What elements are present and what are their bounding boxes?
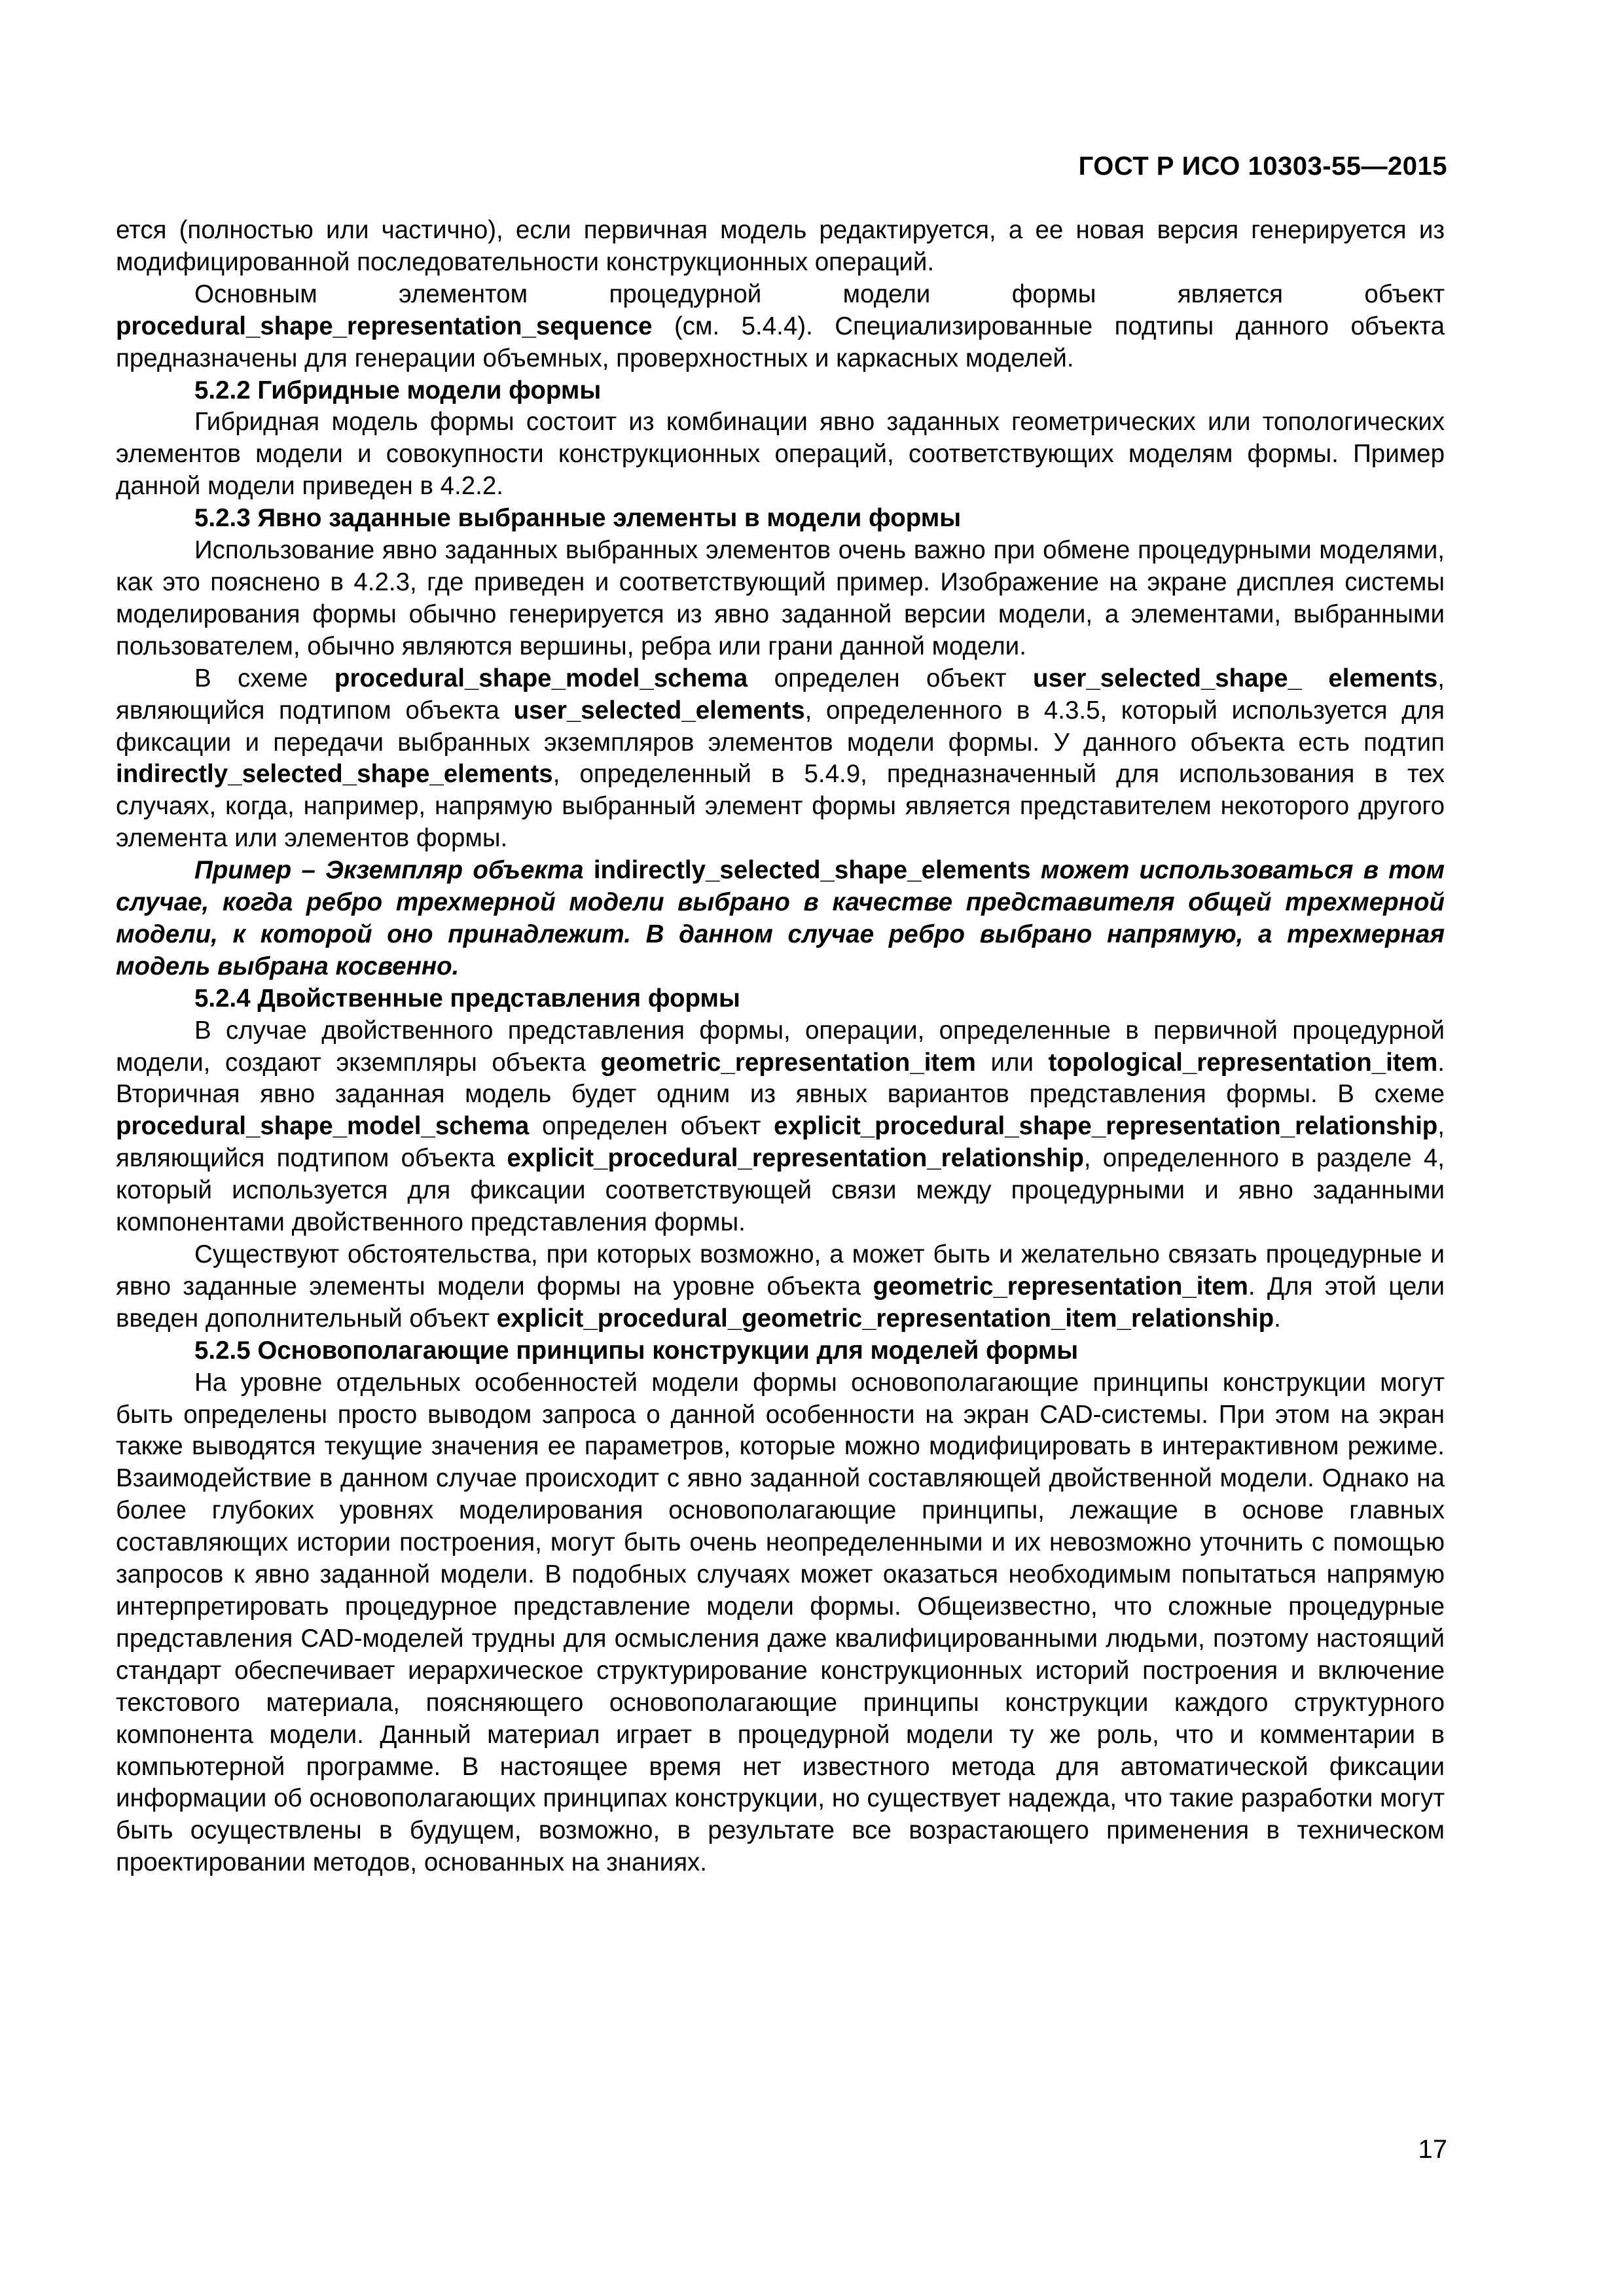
text-run: В случае двойственного представления формы, операции, определенные в первичной процедурной модели, создают экземпляры объекта: [116, 1016, 1445, 1077]
text-run: или: [975, 1048, 1049, 1077]
section-heading-5-2-2: 5.2.2 Гибридные модели формы: [194, 376, 602, 404]
page-number: 17: [1418, 2135, 1447, 2164]
text-run: , определенного в 4.3.5, который используется для фиксации и передачи выбранных экземпляров элементов модели формы. У данного объекта есть подтип: [116, 696, 1445, 757]
text-run: Пример – Экземпляр объекта: [194, 856, 594, 885]
text-run: . Для этой цели введен дополнительный объект: [116, 1272, 1445, 1333]
section-heading-5-2-4: 5.2.4 Двойственные представления формы: [194, 984, 740, 1013]
paragraph-design-rationale: [116, 1367, 1445, 1880]
text-run: , определенный в 5.4.9, предназначенный для использования в тех случаях, когда, например, напрямую выбранный элемент формы является представителем некоторого другого элемента или элементов формы.: [116, 760, 1445, 853]
text-run: Существуют обстоятельства, при которых возможно, а может быть и желательно связать процедурные и явно заданные элементы модели формы на уровне объекта: [116, 1240, 1445, 1300]
example-paragraph: [116, 855, 1445, 983]
entity-name: procedural_shape_model_schema: [334, 664, 748, 692]
section-heading-5-2-3: 5.2.3 Явно заданные выбранные элементы в модели формы: [194, 504, 962, 533]
text-run: . Вторичная явно заданная модель будет одним из явных вариантов представления формы. В схеме: [116, 1048, 1445, 1109]
entity-name: explicit_procedural_representation_relationship: [507, 1144, 1084, 1173]
text-run: В схеме: [194, 664, 334, 692]
text-run: .: [1274, 1304, 1281, 1333]
paragraph-dual-representation: [116, 1015, 1445, 1239]
text-run: (см. 5.4.4). Специализированные подтипы данного объекта предназначены для генерации объемных, проверхностных и каркасных моделей.: [116, 312, 1445, 372]
document-body: [116, 215, 1445, 1879]
paragraph-text: Гибридная модель формы состоит из комбинации явно заданных геометрических или топологических элементов модели и совокупности конструкционных операций, соответствующих моделям формы. Пример данной модели приведен в 4.2.2.: [116, 408, 1445, 501]
document-header-code: ГОСТ Р ИСО 10303-55—2015: [1078, 152, 1447, 181]
paragraph-hybrid-models: [116, 406, 1445, 503]
entity-name: user_selected_shape_ elements: [1033, 664, 1438, 692]
paragraph-dual-geometric-link: [116, 1239, 1445, 1335]
text-run: , являющийся подтипом объекта: [116, 664, 1445, 725]
entity-name: explicit_procedural_geometric_representation_item_relationship: [496, 1304, 1274, 1333]
paragraph-text: Использование явно заданных выбранных элементов очень важно при обмене процедурными моделями, как это пояснено в 4.2.3, где приведен и соответствующий пример. Изображение на экране дисплея системы моделирования формы обычно генерируется из явно заданной версии модели, а элементами, выбранными пользователем, обычно являются вершины, ребра или грани данной модели.: [116, 536, 1445, 660]
paragraph-selected-elements-intro: [116, 535, 1445, 663]
entity-name: geometric_representation_item: [873, 1272, 1248, 1300]
paragraph-basic-element: [116, 279, 1445, 375]
paragraph-text: ется (полностью или частично), если первичная модель редактируется, а ее новая версия генерируется из модифицированной последовательности конструкционных операций.: [116, 216, 1445, 276]
text-run: , являющийся подтипом объекта: [116, 1112, 1445, 1173]
entity-name: procedural_shape_representation_sequence: [116, 312, 653, 340]
entity-name: procedural_shape_model_schema: [116, 1112, 530, 1141]
text-run: может использоваться в том случае, когда ребро трехмерной модели выбрано в качестве представителя общей трехмерной модели, к которой оно принадлежит. В данном случае ребро выбрано напрямую, а трехмерная модель выбрана косвенно.: [116, 856, 1445, 980]
entity-name: explicit_procedural_shape_representation_relationship: [774, 1112, 1438, 1141]
entity-name: indirectly_selected_shape_elements: [593, 856, 1031, 885]
text-run: определен объект: [529, 1112, 774, 1141]
entity-name: geometric_representation_item: [600, 1048, 976, 1077]
entity-name: indirectly_selected_shape_elements: [116, 760, 553, 789]
paragraph-selected-elements-schema: [116, 663, 1445, 855]
entity-name: user_selected_elements: [513, 696, 805, 725]
text-run: Основным элементом процедурной модели формы является объект: [194, 279, 1445, 308]
section-heading-5-2-5: 5.2.5 Основополагающие принципы конструкции для моделей формы: [194, 1336, 1079, 1365]
entity-name: topological_representation_item: [1048, 1048, 1438, 1077]
text-run: , определенного в разделе 4, который используется для фиксации соответствующей связи между процедурными и явно заданными компонентами двойственного представления формы.: [116, 1144, 1445, 1237]
paragraph-text: На уровне отдельных особенностей модели формы основополагающие принципы конструкции могут быть определены просто выводом запроса о данной особенности на экран CAD-системы. При этом на экран также выводятся текущие значения ее параметров, которые можно модифицировать в интерактивном режиме. Взаимодействие в данном случае происходит с явно заданной составляющей двойственной модели. Однако на более глубоких уровнях моделирования основополагающие принципы, лежащие в основе главных составляющих истории построения, могут быть очень неопределенными и их невозможно уточнить с помощью запросов к явно заданной модели. В подобных случаях может оказаться необходимым попытаться напрямую интерпретировать процедурное представление модели формы. Общеизвестно, что сложные процедурные представления CAD-моделей трудны для осмысления даже квалифицированными людьми, поэтому настоящий стандарт обеспечивает иерархическое структурирование конструкционных историй построения и включение текстового материала, поясняющего основополагающие принципы конструкции каждого структурного компонента модели. Данный материал играет в процедурной модели ту же роль, что и комментарии в компьютерной программе. В настоящее время нет известного метода для автоматической фиксации информации об основополагающих принципах конструкции, но существует надежда, что такие разработки могут быть осуществлены в будущем, возможно, в результате все возрастающего применения в техническом проектировании методов, основанных на знаниях.: [116, 1368, 1445, 1877]
paragraph-continuation: [116, 215, 1445, 279]
text-run: определен объект: [748, 664, 1034, 692]
